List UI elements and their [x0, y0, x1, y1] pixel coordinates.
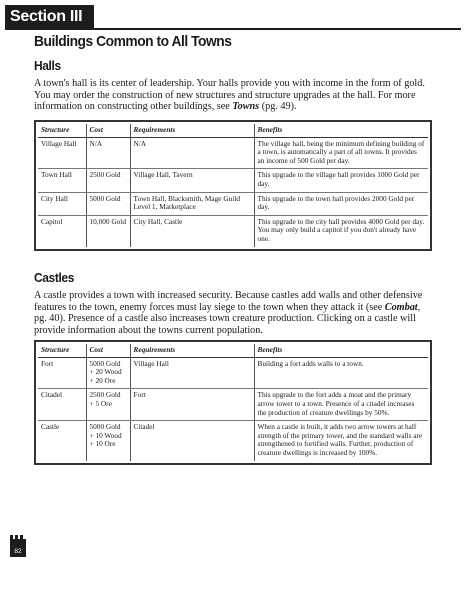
page-number: 82	[14, 548, 22, 555]
halls-table	[34, 120, 432, 251]
cell-benefits: This upgrade to the city hall provides 4000 Gold per day. You may only build a capitol if you don't already have one.	[257, 216, 425, 243]
cell-requirements: Citadel	[130, 421, 254, 461]
section-rule	[5, 28, 461, 30]
table-row	[38, 137, 428, 169]
halls-heading: Halls	[34, 58, 61, 73]
halls-intro-ref: Towns	[232, 101, 260, 113]
cell-cost: 5000 Gold + 10 Wood + 10 Ore	[86, 421, 130, 461]
castles-intro	[34, 290, 434, 336]
cell-structure: Capitol	[38, 215, 86, 246]
cell-structure: Town Hall	[38, 169, 86, 192]
cell-structure: Citadel	[38, 389, 86, 421]
cell-requirements: Town Hall, Blacksmith, Mage Guild Level 1, Marketplace	[130, 192, 254, 215]
cell-requirements: Village Hall, Tavern	[130, 169, 254, 192]
cell-requirements: Fort	[130, 389, 254, 421]
castles-table	[34, 340, 432, 465]
cell-cost: 5000 Gold	[86, 192, 130, 215]
castles-intro-ref: Combat	[384, 301, 418, 313]
column-header-requirements: Requirements	[130, 124, 254, 137]
column-header-structure: Structure	[38, 344, 86, 357]
castles-intro-text-b: , pg. 40). Presence of a castle also increases town creature production. Clicking on a castle will provide information about the towns current population.	[34, 301, 421, 336]
table-header-row	[38, 124, 428, 137]
cell-benefits: The village hall, being the minimum defining building of a town, is automatically a part of all towns. It provides an income of 500 Gold per day.	[254, 137, 428, 169]
table-row	[38, 357, 428, 389]
cell-benefits: This upgrade to the village hall provides 1000 Gold per day.	[254, 169, 428, 192]
cell-benefits: This upgrade to the fort adds a moat and the primary arrow tower to a town. Presence of a citadel increases the production of creature dwellings by 50%.	[254, 389, 428, 421]
page-number-badge	[10, 535, 26, 557]
cell-cost: N/A	[86, 137, 130, 169]
column-header-structure: Structure	[38, 124, 86, 137]
column-header-cost: Cost	[86, 124, 130, 137]
table-row	[38, 389, 428, 421]
section-tab: Section III	[5, 5, 94, 29]
cell-structure: Castle	[38, 421, 86, 461]
cell-structure: Fort	[38, 357, 86, 389]
tower-icon	[10, 535, 26, 539]
halls-intro	[34, 78, 434, 113]
cell-cost: 5000 Gold + 20 Wood + 20 Ore	[86, 357, 130, 389]
page-title: Buildings Common to All Towns	[34, 33, 232, 50]
castles-intro-text-a: A castle provides a town with increased security. Because castles add walls and other defensive features to the town, enemy forces must lay siege to the town when they attack it (see	[34, 290, 423, 313]
cell-cost: 2500 Gold + 5 Ore	[86, 389, 130, 421]
cell-requirements: Village Hall	[130, 357, 254, 389]
cell-cost: 10,000 Gold	[86, 215, 130, 246]
table-row	[38, 421, 428, 461]
table-row	[38, 215, 428, 246]
column-header-benefits: Benefits	[254, 124, 428, 137]
cell-cost: 2500 Gold	[86, 169, 130, 192]
column-header-benefits: Benefits	[254, 344, 428, 357]
cell-requirements: N/A	[130, 137, 254, 169]
cell-structure: City Hall	[38, 192, 86, 215]
table-row	[38, 169, 428, 192]
cell-structure: Village Hall	[38, 137, 86, 169]
halls-intro-text-a: A town's hall is its center of leadership. Your halls provide you with income in the form of gold. You may order the construction of new structures and structure upgrades at the hall. For more information on constructing other buildings, see	[34, 78, 425, 113]
cell-benefits: When a castle is built, it adds two arrow towers at half strength of the primary tower, and the standard walls are strengthened to fortified walls. Further, production of creature dwellings is increased by 100%.	[257, 422, 423, 457]
cell-benefits: This upgrade to the town hall provides 2000 Gold per day.	[254, 192, 428, 215]
table-header-row	[38, 344, 428, 357]
column-header-requirements: Requirements	[130, 344, 254, 357]
column-header-cost: Cost	[86, 344, 130, 357]
cell-requirements: City Hall, Castle	[130, 215, 254, 246]
castles-heading: Castles	[34, 270, 74, 285]
table-row	[38, 192, 428, 215]
cell-benefits: Building a fort adds walls to a town.	[254, 357, 428, 389]
halls-intro-text-b: (pg. 49).	[259, 101, 297, 113]
